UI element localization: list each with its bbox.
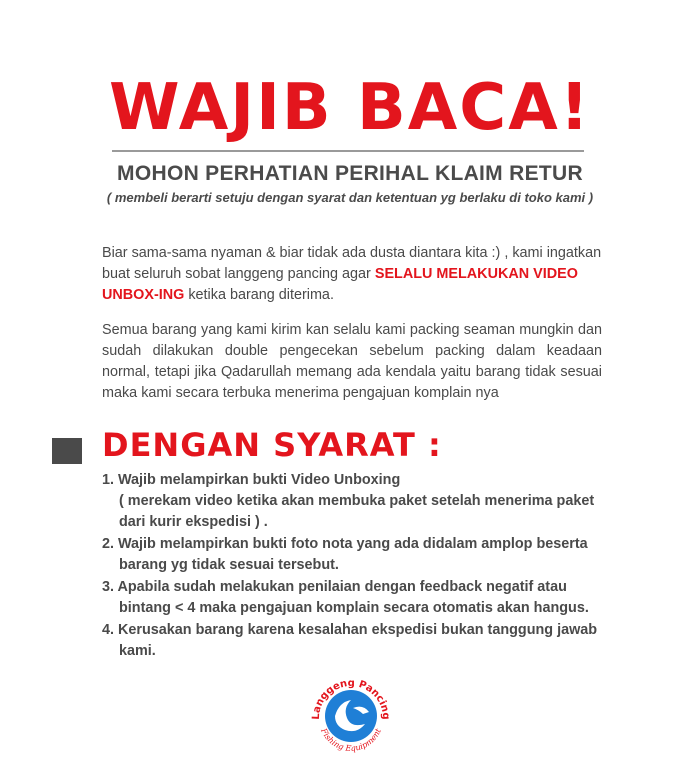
subtitle: MOHON PERHATIAN PERIHAL KLAIM RETUR <box>117 162 583 185</box>
headline: WAJIB BACA! <box>109 71 591 145</box>
term-text: 1. Wajib melampirkan bukti Video Unboxing <box>102 472 401 488</box>
logo-tagline-text: Fishing Equipment <box>319 727 383 753</box>
logo-brand-text: Langgeng Pancing <box>310 677 392 720</box>
term-text: 4. Kerusakan barang karena kesalahan ekspedisi bukan tanggung jawab kami. <box>102 622 598 659</box>
term-item <box>102 620 602 662</box>
intro-text-end: ketika barang diterima. <box>184 287 334 303</box>
term-subtext: ( merekam video ketika akan membuka paket setelah menerima paket dari kurir ekspedisi ) . <box>119 493 595 530</box>
intro-paragraph <box>102 243 602 306</box>
term-item <box>102 577 602 619</box>
terms-list <box>102 470 602 663</box>
term-text: 3. Apabila sudah melakukan penilaian dengan feedback negatif atau bintang < 4 maka pengajuan komplain secara otomatis akan hangus. <box>102 579 589 616</box>
bullet-square <box>52 438 82 464</box>
term-item <box>102 534 602 576</box>
term-text: 2. Wajib melampirkan bukti foto nota yang ada didalam amplop beserta barang yg tidak sesuai tersebut. <box>102 536 588 573</box>
divider <box>112 150 584 152</box>
intro-text: Biar sama-sama nyaman & biar tidak ada dusta diantara kita :) , kami ingatkan buat seluruh sobat langgeng pancing agar <box>102 245 602 282</box>
packing-paragraph: Semua barang yang kami kirim kan selalu kami packing seaman mungkin dan sudah dilakukan double pengecekan sebelum packing dalam keadaan normal, tetapi jika Qadarullah memang ada kendala yaitu barang tidak sesuai maka kami secara terbuka menerima pengajuan komplain nya <box>102 322 602 401</box>
subnote: ( membeli berarti setuju dengan syarat dan ketentuan yg berlaku di toko kami ) <box>106 190 594 205</box>
section-title: DENGAN SYARAT : <box>102 426 442 464</box>
term-item <box>102 470 602 533</box>
langgeng-pancing-logo-icon <box>305 668 397 760</box>
logo-circle <box>325 690 377 742</box>
unboxing-highlight: SELALU MELAKUKAN VIDEO UNBOX-ING <box>102 266 578 303</box>
